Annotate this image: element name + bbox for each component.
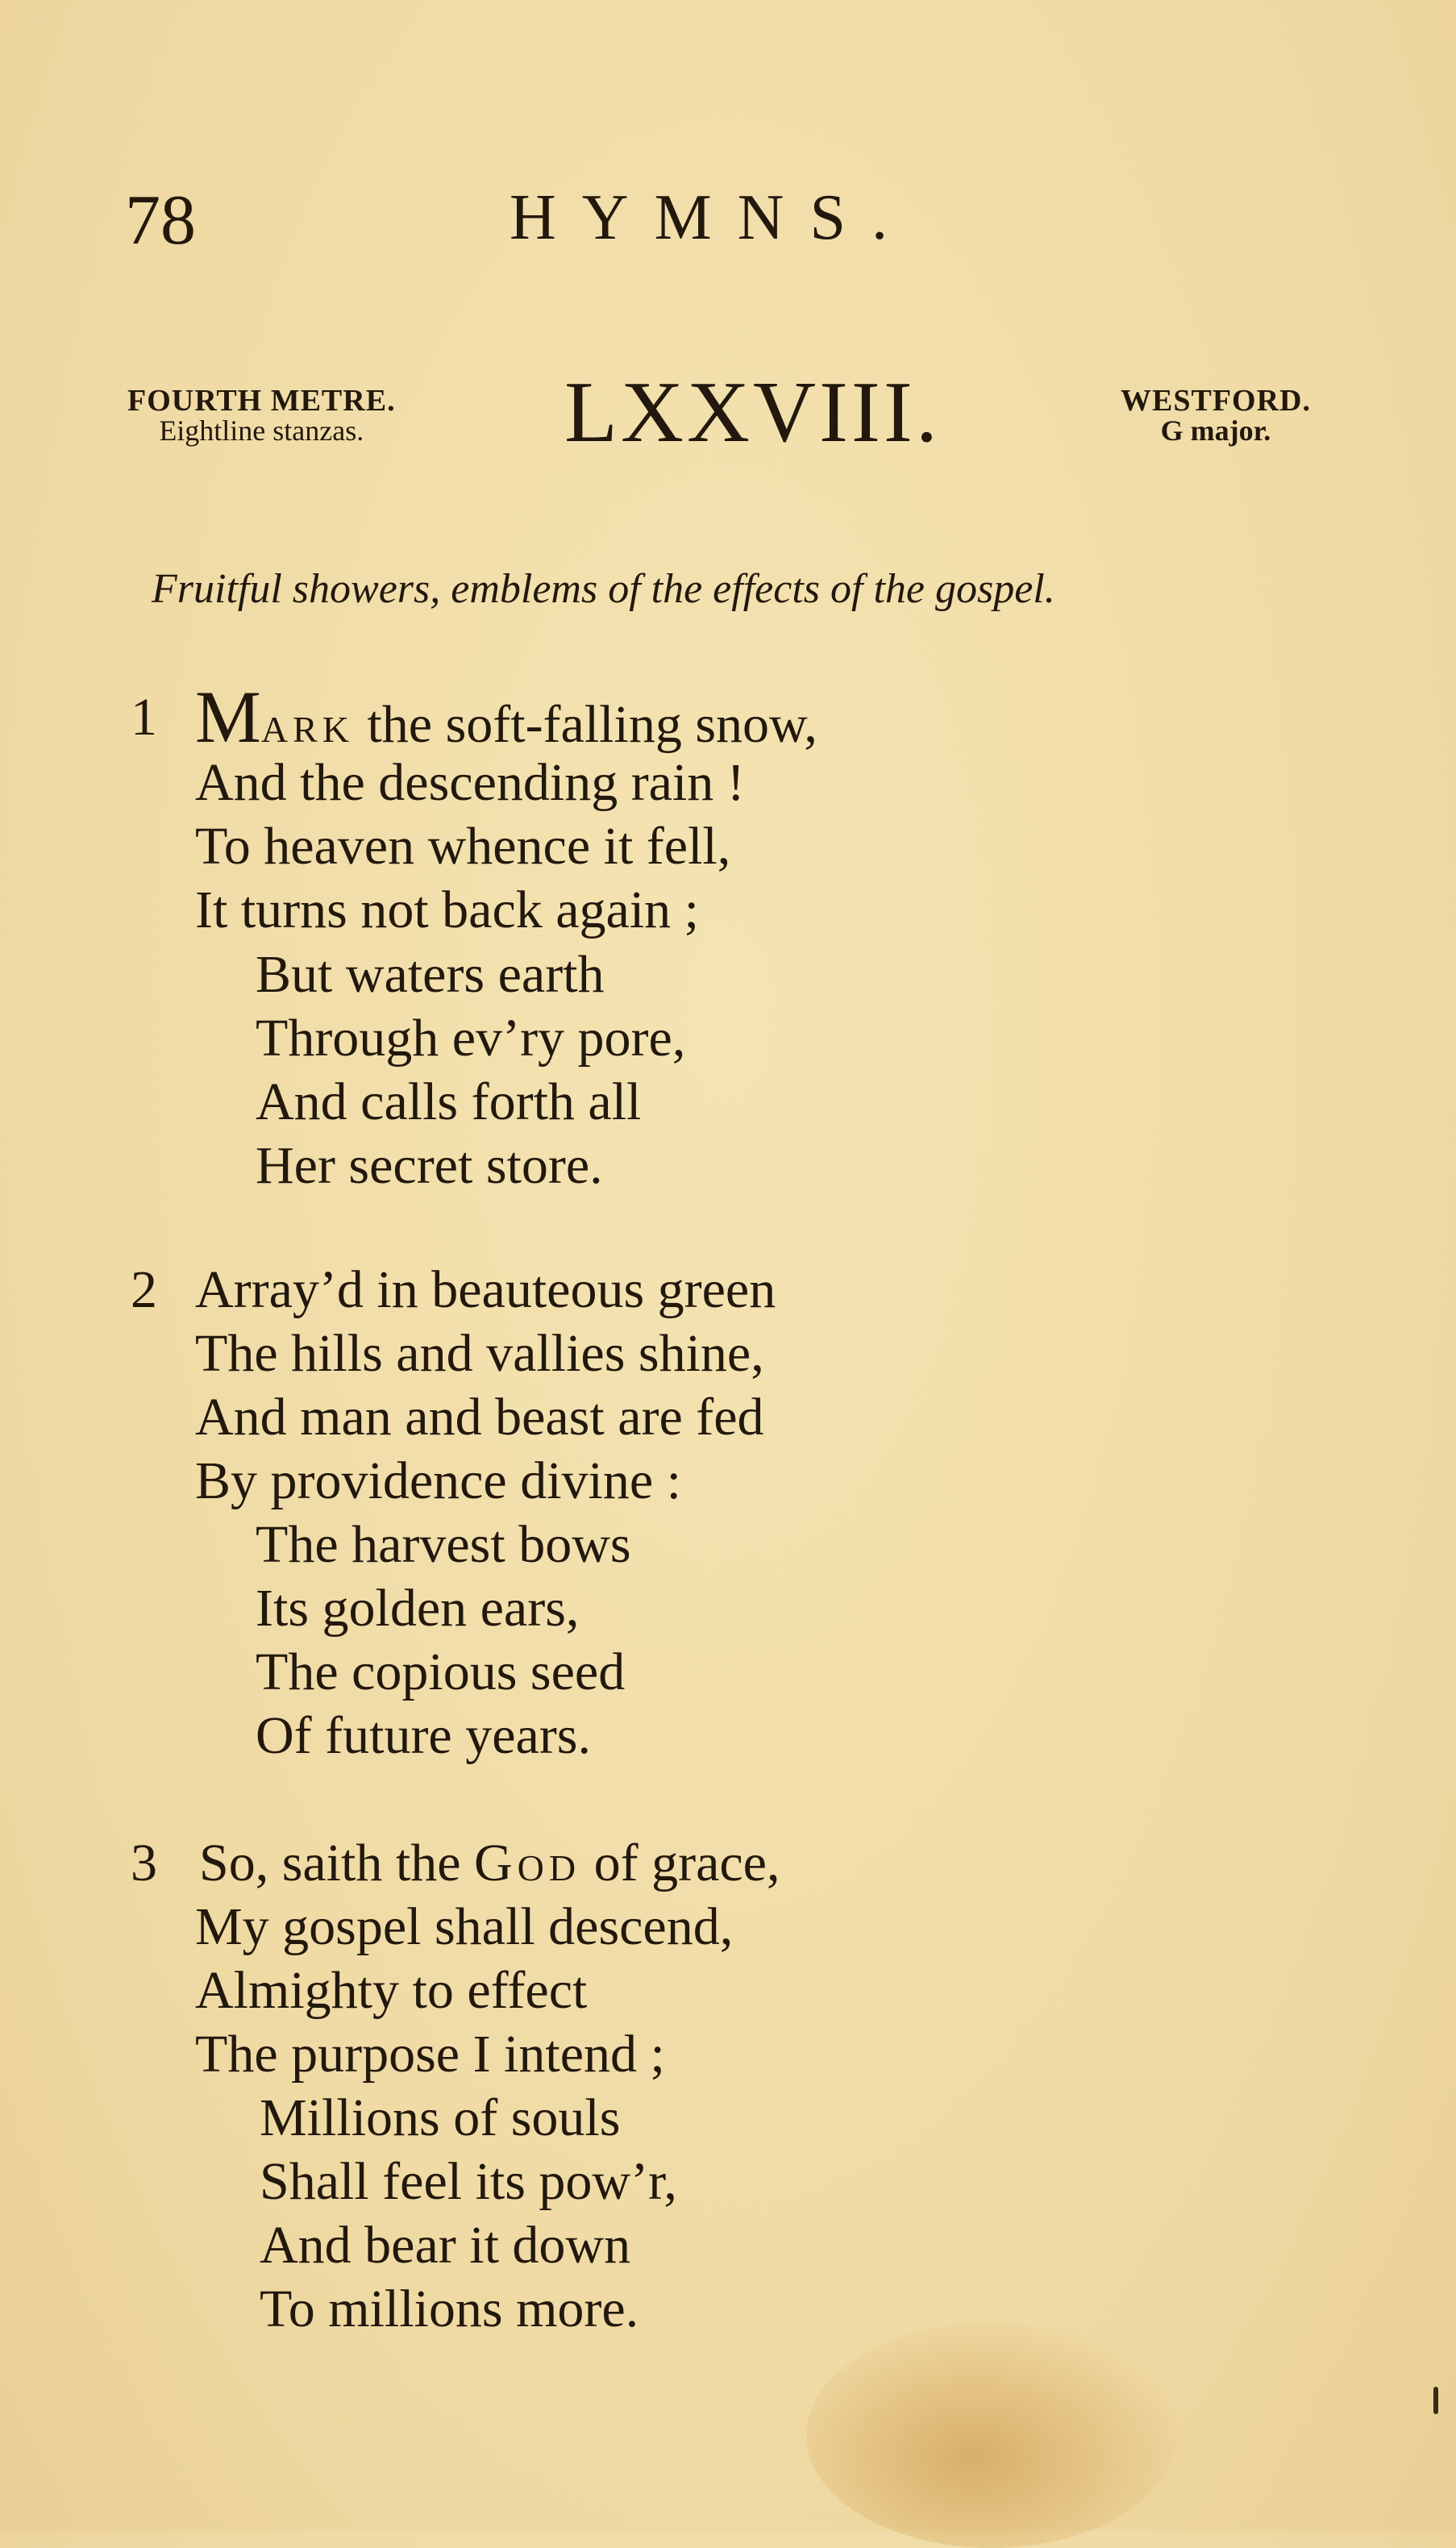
first-line-pre: So, saith the	[199, 1834, 474, 1892]
tune-name: WESTFORD.	[1121, 384, 1311, 418]
verse-line: And bear it down	[260, 2216, 631, 2275]
verse-line: Shall feel its pow’r,	[260, 2152, 677, 2211]
verse-line: The hills and vallies shine,	[195, 1324, 764, 1383]
stanza-number: 2	[131, 1260, 157, 1319]
verse-line: My gospel shall descend,	[195, 1897, 734, 1956]
verse-line: The harvest bows	[256, 1515, 631, 1574]
meter-label: FOURTH METRE.	[127, 384, 396, 418]
running-head: HYMNS.	[510, 182, 913, 253]
verse-line: To millions more.	[260, 2279, 639, 2338]
verse-line: But waters earth	[256, 945, 605, 1004]
small-caps-word: God	[474, 1834, 581, 1892]
stanza-number: 1	[131, 688, 157, 747]
tune-block	[1121, 385, 1311, 445]
verse-line: The copious seed	[256, 1642, 626, 1701]
verse-line: Array’d in beauteous green	[195, 1260, 776, 1319]
verse-line: Millions of souls	[260, 2088, 621, 2147]
stanza-number: 3	[131, 1834, 157, 1892]
verse-line: Through ev’ry pore,	[256, 1009, 686, 1068]
stanza-first-line	[199, 1834, 780, 1892]
verse-line: Of future years.	[256, 1706, 591, 1765]
meter-block	[127, 385, 396, 445]
verse-line: Its golden ears,	[256, 1579, 580, 1638]
hymn-number: LXXVIII.	[564, 364, 941, 460]
first-line-post: of grace,	[580, 1834, 780, 1892]
stanza-form-label: Eightline stanzas.	[159, 414, 364, 447]
edge-mark	[1433, 2387, 1438, 2414]
paper-stain	[806, 2322, 1177, 2548]
verse-line: And the descending rain !	[195, 753, 745, 812]
verse-line: Her secret store.	[256, 1136, 603, 1195]
stanza-first-line	[195, 676, 817, 758]
verse-line: It turns not back again ;	[195, 881, 700, 939]
hymn-subject: Fruitful showers, emblems of the effects of the gospel.	[152, 566, 1055, 612]
verse-line: And man and beast are fed	[195, 1388, 764, 1447]
verse-line: And calls forth all	[256, 1072, 642, 1131]
verse-line: The purpose I intend ;	[195, 2025, 665, 2084]
verse-line: By providence divine :	[195, 1451, 682, 1510]
page-number: 78	[125, 181, 196, 260]
drop-cap: M	[195, 676, 261, 758]
verse-line: To heaven whence it fell,	[195, 817, 731, 876]
tune-key: G major.	[1160, 414, 1271, 447]
verse-line: Almighty to effect	[195, 1961, 588, 2020]
small-caps-word: ark	[260, 695, 354, 754]
first-line-rest: the soft-falling snow,	[353, 695, 817, 754]
